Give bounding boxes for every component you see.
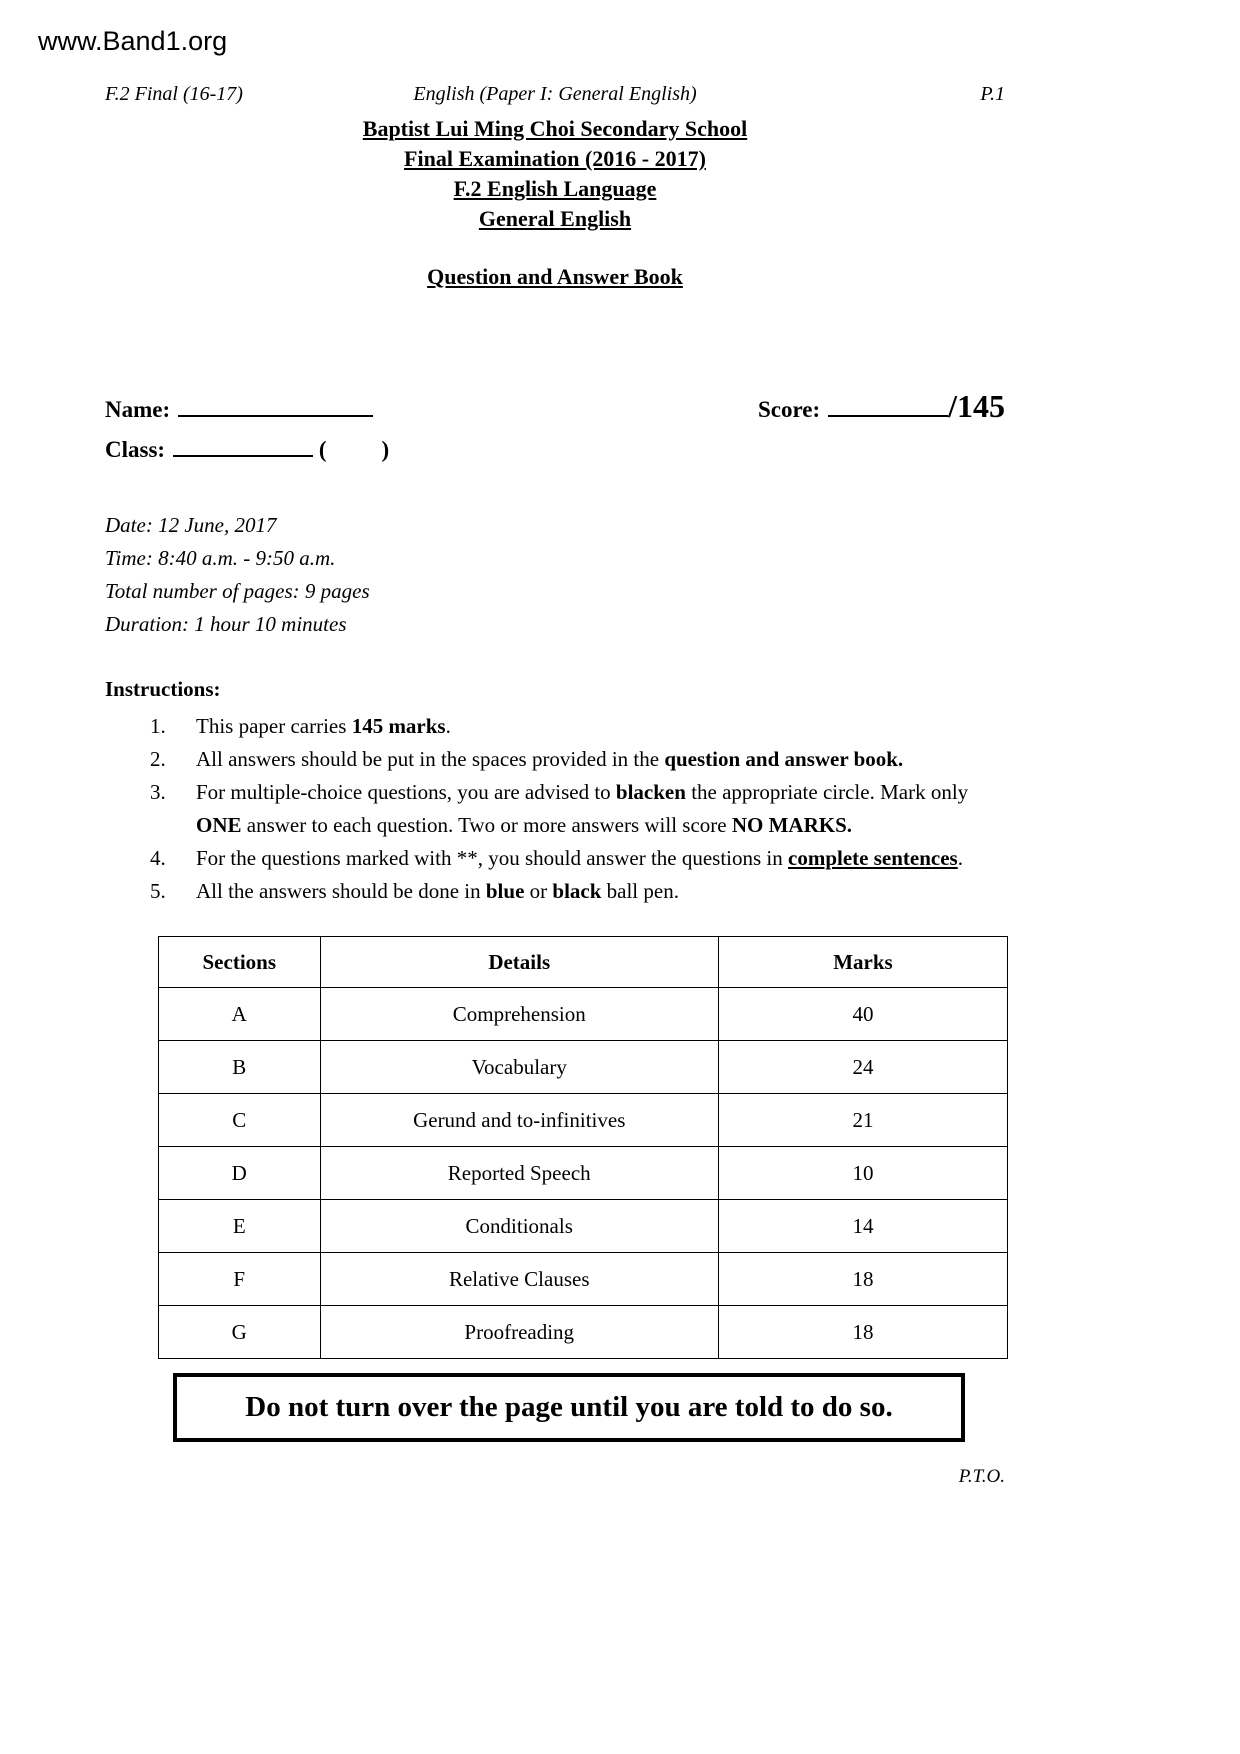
table-row — [159, 1094, 1008, 1147]
table-row — [159, 988, 1008, 1041]
instructions-list — [105, 710, 1005, 908]
score-field — [758, 388, 1005, 425]
table-cell-detail: Relative Clauses — [320, 1253, 718, 1306]
instructions-heading: Instructions: — [105, 677, 221, 701]
paper-title: General English — [478, 206, 632, 231]
instruction-number: 1. — [150, 714, 166, 738]
header-exam-code: F.2 Final (16-17) — [105, 83, 243, 105]
page-content — [105, 83, 1005, 1488]
header-paper-title: English (Paper I: General English) — [413, 83, 697, 105]
table-header-row — [159, 937, 1008, 988]
table-cell-section: B — [159, 1041, 321, 1094]
table-row — [159, 1147, 1008, 1200]
table-cell-marks: 14 — [718, 1200, 1007, 1253]
title-block — [105, 114, 1005, 292]
instruction-item — [150, 842, 1005, 875]
exam-time: Time: 8:40 a.m. - 9:50 a.m. — [105, 546, 336, 570]
exam-pages: Total number of pages: 9 pages — [105, 579, 370, 603]
instruction-item — [150, 875, 1005, 908]
instruction-text: All answers should be put in the spaces provided in the question and answer book. — [196, 747, 904, 771]
instruction-number: 2. — [150, 747, 166, 771]
table-cell-detail: Conditionals — [320, 1200, 718, 1253]
table-cell-detail: Proofreading — [320, 1306, 718, 1359]
sections-marks-table — [158, 936, 1008, 1359]
instruction-item — [150, 776, 1005, 842]
table-cell-section: G — [159, 1306, 321, 1359]
table-row — [159, 1306, 1008, 1359]
subject-title: F.2 English Language — [453, 176, 657, 201]
instruction-text: For the questions marked with **, you should answer the questions in complete sentences. — [196, 846, 963, 870]
name-score-row — [105, 388, 1005, 425]
school-name: Baptist Lui Ming Choi Secondary School — [362, 116, 748, 141]
table-header-sections: Sections — [159, 937, 321, 988]
book-title: Question and Answer Book — [427, 264, 683, 289]
name-blank-line — [178, 395, 373, 417]
instruction-text: This paper carries 145 marks. — [196, 714, 451, 738]
class-paren-close: ) — [381, 437, 390, 462]
name-label: Name: — [105, 397, 171, 422]
table-cell-section: A — [159, 988, 321, 1041]
header-page-number: P.1 — [980, 83, 1005, 105]
table-cell-marks: 18 — [718, 1253, 1007, 1306]
score-label: Score: — [757, 397, 821, 422]
pto-note: P.T.O. — [958, 1466, 1005, 1487]
instruction-item — [150, 710, 1005, 743]
table-cell-section: E — [159, 1200, 321, 1253]
table-cell-section: D — [159, 1147, 321, 1200]
table-cell-detail: Gerund and to-infinitives — [320, 1094, 718, 1147]
score-blank-line — [828, 395, 948, 417]
table-row — [159, 1253, 1008, 1306]
instruction-number: 4. — [150, 846, 166, 870]
table-header-details: Details — [320, 937, 718, 988]
class-field — [105, 435, 1005, 463]
exam-details — [105, 509, 1005, 641]
instruction-text: For multiple-choice questions, you are advised to blacken the appropriate circle. Mark only ONE answer to each question. Two or more answers will score NO MARKS. — [196, 780, 969, 837]
exam-duration: Duration: 1 hour 10 minutes — [105, 612, 347, 636]
watermark: www.Band1.org — [38, 26, 228, 56]
score-total: /145 — [948, 388, 1005, 424]
table-row — [159, 1041, 1008, 1094]
instruction-number: 3. — [150, 780, 166, 804]
table-header-marks: Marks — [718, 937, 1007, 988]
table-cell-detail: Comprehension — [320, 988, 718, 1041]
exam-title: Final Examination (2016 - 2017) — [404, 146, 706, 171]
table-cell-marks: 24 — [718, 1041, 1007, 1094]
exam-date: Date: 12 June, 2017 — [105, 513, 277, 537]
do-not-turn-warning: Do not turn over the page until you are told to do so. — [173, 1373, 965, 1442]
table-cell-section: F — [159, 1253, 321, 1306]
class-paren-open: ( — [318, 437, 327, 462]
class-label: Class: — [105, 437, 166, 462]
table-cell-marks: 21 — [718, 1094, 1007, 1147]
table-row — [159, 1200, 1008, 1253]
instruction-number: 5. — [150, 879, 166, 903]
table-cell-detail: Vocabulary — [320, 1041, 718, 1094]
table-cell-marks: 18 — [718, 1306, 1007, 1359]
page-header — [105, 83, 1005, 106]
instruction-item — [150, 743, 1005, 776]
class-blank-line — [173, 435, 313, 457]
table-cell-section: C — [159, 1094, 321, 1147]
table-cell-marks: 40 — [718, 988, 1007, 1041]
table-cell-detail: Reported Speech — [320, 1147, 718, 1200]
name-field — [105, 395, 373, 423]
instruction-text: All the answers should be done in blue or black ball pen. — [196, 879, 679, 903]
table-cell-marks: 10 — [718, 1147, 1007, 1200]
